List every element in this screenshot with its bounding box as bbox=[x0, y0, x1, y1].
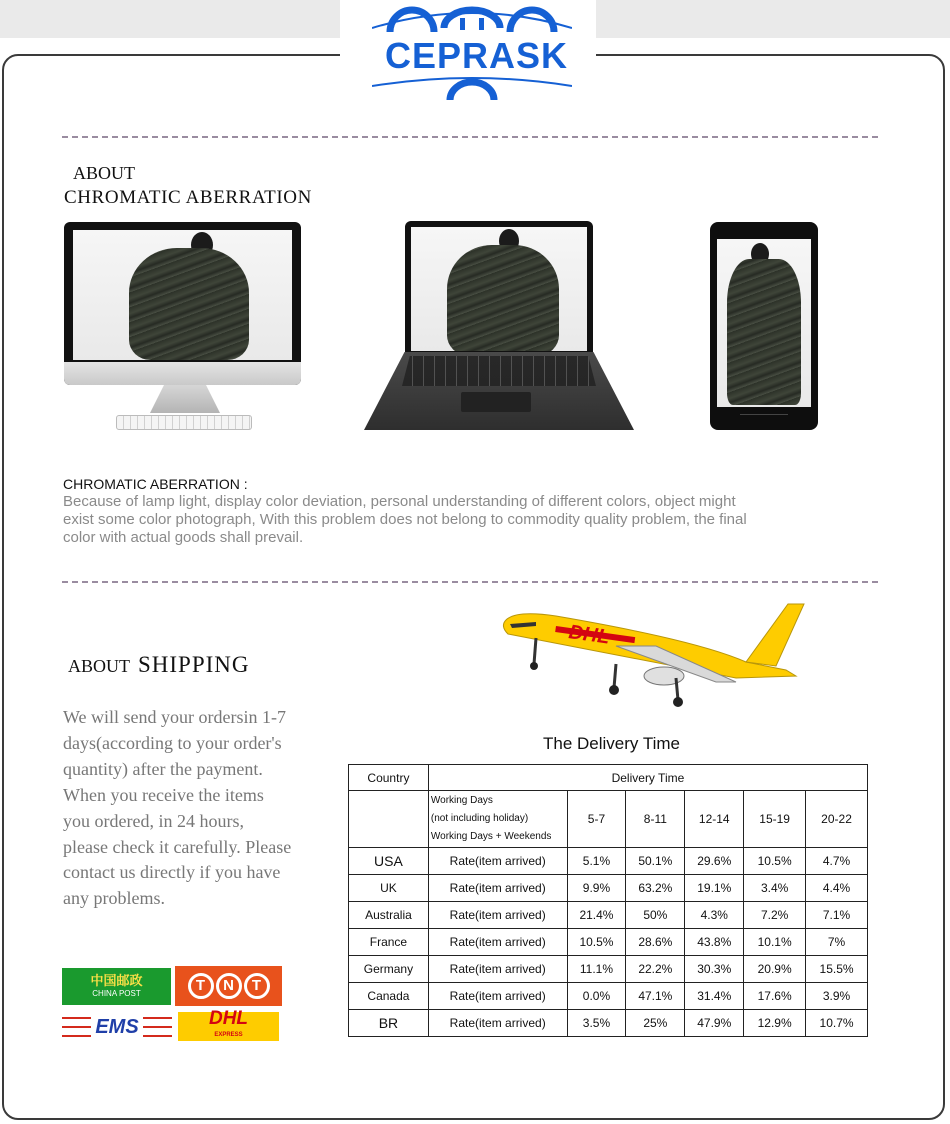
header-strip-right bbox=[596, 0, 950, 38]
country-cell: BR bbox=[349, 1010, 429, 1037]
header-strip-left bbox=[0, 0, 340, 38]
rate-cell: 7.1% bbox=[806, 902, 868, 929]
table-row bbox=[349, 956, 868, 983]
chromatic-note-title: CHROMATIC ABERRATION : bbox=[63, 476, 248, 492]
rate-cell: 47.9% bbox=[685, 1010, 744, 1037]
dhl-airplane-icon bbox=[496, 600, 806, 710]
rate-cell: 10.1% bbox=[744, 929, 806, 956]
rate-label-cell: Rate(item arrived) bbox=[428, 929, 567, 956]
rate-label-cell: Rate(item arrived) bbox=[428, 983, 567, 1010]
range-cell: 8-11 bbox=[626, 791, 685, 848]
laptop-image bbox=[405, 221, 593, 353]
rate-cell: 50.1% bbox=[626, 848, 685, 875]
range-cell: 20-22 bbox=[806, 791, 868, 848]
rate-label-cell: Rate(item arrived) bbox=[428, 902, 567, 929]
working-days-line: Working Days bbox=[430, 795, 493, 806]
smartphone-image bbox=[710, 222, 818, 430]
empty-cell bbox=[349, 791, 429, 848]
rate-cell: 25% bbox=[626, 1010, 685, 1037]
china-post-name: 中国邮政 bbox=[90, 972, 143, 988]
country-cell: Canada bbox=[349, 983, 429, 1010]
rate-cell: 29.6% bbox=[685, 848, 744, 875]
rate-cell: 12.9% bbox=[744, 1010, 806, 1037]
section-divider bbox=[62, 136, 878, 138]
table-subheader-row bbox=[349, 791, 868, 848]
range-cell: 5-7 bbox=[567, 791, 626, 848]
rate-label-cell: Rate(item arrived) bbox=[428, 848, 567, 875]
product-photo bbox=[73, 230, 292, 360]
china-post-sub: CHINA POST bbox=[92, 988, 141, 998]
rate-cell: 47.1% bbox=[626, 983, 685, 1010]
country-header: Country bbox=[349, 765, 429, 791]
china-post-logo bbox=[62, 968, 171, 1005]
tnt-letter: T bbox=[188, 973, 214, 999]
rate-cell: 28.6% bbox=[626, 929, 685, 956]
delivery-time-table bbox=[348, 764, 868, 1037]
rate-cell: 10.7% bbox=[806, 1010, 868, 1037]
table-row bbox=[349, 875, 868, 902]
rate-cell: 63.2% bbox=[626, 875, 685, 902]
rate-cell: 17.6% bbox=[744, 983, 806, 1010]
country-cell: Australia bbox=[349, 902, 429, 929]
working-days-cell bbox=[428, 791, 567, 848]
dhl-logo bbox=[178, 1007, 279, 1041]
table-row bbox=[349, 848, 868, 875]
dhl-sub: EXPRESS bbox=[214, 1031, 243, 1038]
tnt-letter: N bbox=[216, 973, 242, 999]
rate-cell: 10.5% bbox=[744, 848, 806, 875]
rate-cell: 3.5% bbox=[567, 1010, 626, 1037]
country-cell: France bbox=[349, 929, 429, 956]
shipping-about-label: ABOUT bbox=[68, 656, 130, 676]
working-days-line: Working Days + Weekends bbox=[430, 831, 552, 842]
delivery-rows bbox=[349, 848, 868, 1037]
rate-cell: 7.2% bbox=[744, 902, 806, 929]
laptop-touchpad bbox=[461, 392, 531, 412]
rate-cell: 3.9% bbox=[806, 983, 868, 1010]
rate-cell: 43.8% bbox=[685, 929, 744, 956]
rate-cell: 9.9% bbox=[567, 875, 626, 902]
ems-name: EMS bbox=[91, 1016, 142, 1039]
rate-cell: 7% bbox=[806, 929, 868, 956]
delivery-time-header: Delivery Time bbox=[428, 765, 867, 791]
rate-cell: 20.9% bbox=[744, 956, 806, 983]
table-row bbox=[349, 902, 868, 929]
range-cell: 12-14 bbox=[685, 791, 744, 848]
chromatic-note-body: Because of lamp light, display color deviation, personal understanding of different colors, object might exist some color photograph, With this problem does not belong to commodity quality problem, the final color with actual goods shall prevail. bbox=[63, 493, 747, 546]
table-row bbox=[349, 1010, 868, 1037]
rate-cell: 4.4% bbox=[806, 875, 868, 902]
rate-cell: 4.3% bbox=[685, 902, 744, 929]
rate-label-cell: Rate(item arrived) bbox=[428, 875, 567, 902]
rate-label-cell: Rate(item arrived) bbox=[428, 1010, 567, 1037]
rate-cell: 10.5% bbox=[567, 929, 626, 956]
country-cell: UK bbox=[349, 875, 429, 902]
rate-cell: 31.4% bbox=[685, 983, 744, 1010]
rate-cell: 50% bbox=[626, 902, 685, 929]
brand-name: CEPRASK bbox=[385, 35, 569, 76]
about-label: ABOUT bbox=[73, 163, 135, 183]
rate-cell: 3.4% bbox=[744, 875, 806, 902]
laptop-keyboard bbox=[402, 356, 596, 386]
rate-cell: 19.1% bbox=[685, 875, 744, 902]
rate-cell: 15.5% bbox=[806, 956, 868, 983]
tnt-logo bbox=[175, 966, 282, 1006]
rate-cell: 22.2% bbox=[626, 956, 685, 983]
svg-text:DHL: DHL bbox=[567, 621, 612, 649]
rate-cell: 30.3% bbox=[685, 956, 744, 983]
rate-cell: 0.0% bbox=[567, 983, 626, 1010]
rate-cell: 11.1% bbox=[567, 956, 626, 983]
country-cell: Germany bbox=[349, 956, 429, 983]
shipping-title: SHIPPING bbox=[138, 652, 250, 677]
table-row bbox=[349, 983, 868, 1010]
range-cell: 15-19 bbox=[744, 791, 806, 848]
chromatic-heading: CHROMATIC ABERRATION bbox=[64, 187, 312, 208]
ems-logo bbox=[62, 1013, 172, 1041]
rate-cell: 4.7% bbox=[806, 848, 868, 875]
table-row bbox=[349, 929, 868, 956]
delivery-table-title: The Delivery Time bbox=[543, 734, 680, 753]
product-photo bbox=[717, 239, 811, 407]
rate-label-cell: Rate(item arrived) bbox=[428, 956, 567, 983]
country-cell: USA bbox=[349, 848, 429, 875]
section-divider bbox=[62, 581, 878, 583]
shipping-heading bbox=[68, 652, 250, 678]
rate-cell: 21.4% bbox=[567, 902, 626, 929]
desktop-monitor-image bbox=[64, 222, 301, 385]
rate-cell: 5.1% bbox=[567, 848, 626, 875]
dhl-name: DHL bbox=[208, 1007, 249, 1029]
keyboard-image bbox=[116, 415, 252, 430]
shipping-description: We will send your ordersin 1-7 days(according to your order's quantity) after the payment. When you receive the items you ordered, in 24 hours, please check it carefully. Please contact us directly if you have any problems. bbox=[63, 707, 292, 909]
working-days-line: (not including holiday) bbox=[430, 813, 529, 824]
product-photo bbox=[411, 227, 587, 351]
table-header-row bbox=[349, 765, 868, 791]
tnt-letter: T bbox=[244, 973, 270, 999]
